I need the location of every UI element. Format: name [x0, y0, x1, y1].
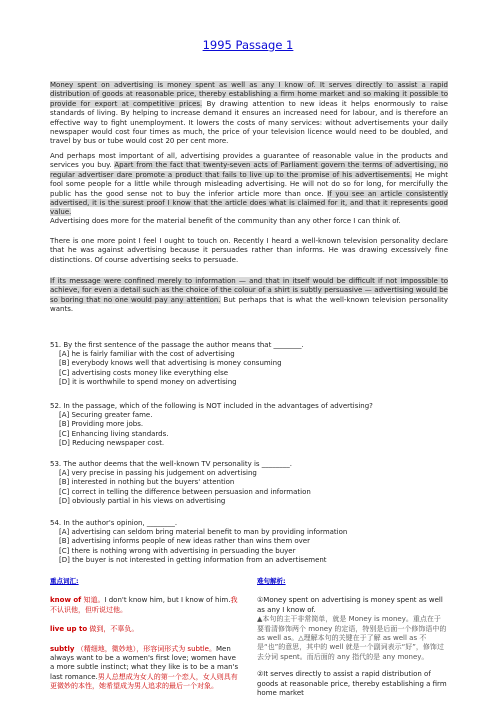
paragraph-2	[50, 152, 448, 218]
option-c: [C] Enhancing living standards.	[59, 429, 169, 438]
option-a: [A] Securing greater fame.	[59, 411, 153, 420]
analysis-block	[257, 596, 447, 662]
vocab-word: subtly	[50, 644, 75, 653]
analysis-sentence: ②It serves directly to assist a rapid distribution of goods at reasonable price, thereby establishing a firm home market	[257, 670, 447, 698]
question-53	[50, 460, 450, 506]
vocab-meaning: （精细地，微妙地），形容词形式为 subtle。	[74, 644, 216, 653]
question-stem: 53. The author deems that the well-known TV personality is ________.	[50, 460, 293, 468]
option-a: [A] he is fairly familiar with the cost of advertising	[59, 350, 235, 359]
paragraph-5	[50, 277, 448, 315]
question-stem: 54. In the author's opinion, ________.	[50, 519, 178, 527]
highlight-text: If its message were confined merely to information — and that in itself would be difficult if not impossible to achieve, for even a detail such as the choice of the colour of a shirt is subtly persuasive — advertising would be so boring that no one would pay any attention.	[50, 277, 448, 304]
question-stem: 52. In the passage, which of the following is NOT included in the advantages of advertising?	[50, 402, 373, 410]
vocab-item	[50, 625, 240, 634]
vocab-item	[50, 645, 240, 692]
option-b: [B] interested in nothing but the buyers' attention	[59, 478, 235, 487]
analysis-sentence: ①Money spent on advertising is money spent as well as any I know of.	[257, 596, 443, 614]
option-d: [D] obviously partial in his views on advertising	[59, 496, 226, 505]
option-c: [C] there is nothing wrong with advertising in persuading the buyer	[59, 546, 296, 555]
vocabulary-column	[50, 577, 240, 702]
body-text: By drawing attention to new ideas it helps enormously to raise standards of living. By helping to increase demand it ensures an increased need for labour, and is therefore an effective way to fight unemployment. It lowers the costs of many services: without advertisements your daily newspaper would cost four times as much, the price of your television licence would need to be doubled, and travel by bus or tube would cost 20 per cent more.	[50, 99, 448, 146]
vocab-word: live up to	[50, 625, 88, 634]
paragraph-3: Advertising does more for the material benefit of the community than any other force I can think of.	[50, 217, 401, 225]
question-stem: 51. By the first sentence of the passage the author means that ________.	[50, 341, 304, 349]
analysis-heading: 难句解析:	[257, 577, 286, 585]
analysis-block	[257, 670, 447, 698]
question-51	[50, 341, 450, 387]
paragraph-1	[50, 81, 448, 147]
option-d: [D] the buyer is not interested in getting information from an advertisement	[59, 555, 327, 564]
vocab-translation: 男人总想成为女人的第一个恋人，女人则具有更微妙的本性，她希望成为男人追求的最后一个对象。	[50, 672, 238, 691]
vocab-translation: 我不认识他，但听说过他。	[50, 596, 238, 614]
option-b: [B] Providing more jobs.	[59, 420, 144, 429]
highlight-text: Money spent on advertising is money spent as well as any I know of. It serves directly to assist a rapid distribution of goods at reasonable price, thereby establishing a firm home market and so making it possible to provide for export at competitive prices.	[50, 81, 448, 108]
question-52	[50, 402, 450, 448]
body-text: He might fool some people for a little while through misleading advertising. He will not do so for long, for mercifully the public has the good sense not to buy the inferior article more than once.	[50, 170, 448, 198]
option-c: [C] advertising costs money like everything else	[59, 368, 229, 377]
option-a: [A] very precise in passing his judgement on advertising	[59, 469, 257, 478]
analysis-explanation: ▲本句的主干非常简单，就是 Money is money。重点在于要看清修饰两个 money 的定语，特别是后面一个修饰语中的 as well as。△理解本句的关键在于了解 as well as 不是“也”的意思，其中的 well 就是一个副词表示“好”，修饰过去分词 spent。而后面的 any 指代的是 any money。	[257, 615, 447, 661]
body-text: But perhaps that is what the well-known television personality wants.	[50, 295, 449, 314]
vocabulary-heading: 重点词汇:	[50, 577, 79, 585]
option-b: [B] everybody knows well that advertising is money consuming	[59, 359, 282, 368]
option-b: [B] advertising informs people of new ideas rather than wins them over	[59, 537, 310, 546]
highlight-text: Apart from the fact that twenty-seven acts of Parliament govern the terms of advertising, no regular advertiser dare promote a product that fails to live up to the promise of his advertisements.	[50, 161, 448, 179]
option-c: [C] correct in telling the difference between persuasion and information	[59, 487, 311, 496]
vocab-word: know of	[50, 596, 82, 605]
vocab-meaning: 知道。	[81, 596, 105, 605]
vocab-example: I don't know him, but I know of him.	[104, 596, 231, 605]
option-d: [D] Reducing newspaper cost.	[59, 438, 165, 447]
page-title[interactable]: 1995 Passage 1	[202, 38, 294, 52]
question-54	[50, 519, 450, 565]
option-a: [A] advertising can seldom bring material benefit to man by providing information	[59, 528, 348, 537]
vocab-item	[50, 596, 240, 615]
paragraph-4: There is one more point I feel I ought to touch on. Recently I heard a well-known television personality declare that he was against advertising because it persuades rather than informs. He was drawing excessively fine distinctions. Of course advertising seeks to persuade.	[50, 237, 448, 264]
body-text: And perhaps most important of all, advertising provides a guarantee of reasonable value in the products and services you buy.	[50, 152, 448, 170]
vocab-example: Men always want to be a women's first love; women have a more subtle instinct; what they like is to be a man's last romance.	[50, 644, 239, 681]
highlight-text: If you see an article consistently advertised, it is the surest proof I know that the article does what is claimed for it, and that it represents good value.	[50, 189, 448, 217]
option-d: [D] it is worthwhile to spend money on advertising	[59, 377, 237, 386]
vocab-meaning: 做到，不辜负。	[87, 625, 139, 634]
analysis-column	[257, 577, 447, 706]
